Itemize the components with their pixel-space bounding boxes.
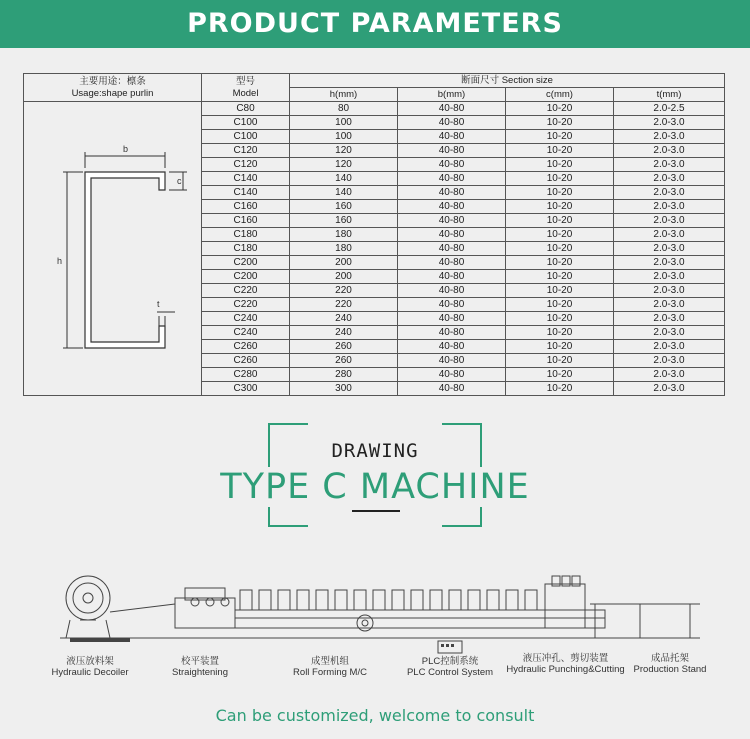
value-cell: 260	[290, 340, 398, 354]
value-cell: 40-80	[398, 242, 506, 256]
value-cell: 10-20	[506, 284, 614, 298]
value-cell: 40-80	[398, 382, 506, 396]
forming-stand	[297, 590, 309, 610]
forming-stand	[392, 590, 404, 610]
station-punching-cutting	[498, 653, 633, 675]
value-cell: 10-20	[506, 116, 614, 130]
value-cell: 2.0-3.0	[614, 116, 725, 130]
model-cell: C140	[202, 186, 290, 200]
value-cell: 2.0-3.0	[614, 382, 725, 396]
value-cell: 140	[290, 172, 398, 186]
value-cell: 10-20	[506, 256, 614, 270]
page-title: PRODUCT PARAMETERS	[187, 8, 563, 39]
station-cn: 液压冲孔、剪切装置	[522, 653, 609, 664]
forming-stand	[278, 590, 290, 610]
section-size-header: 断面尺寸 Section size	[290, 74, 725, 88]
value-cell: 40-80	[398, 172, 506, 186]
value-cell: 100	[290, 130, 398, 144]
value-cell: 10-20	[506, 242, 614, 256]
model-cell: C300	[202, 382, 290, 396]
forming-stand	[449, 590, 461, 610]
station-cn: PLC控制系统	[421, 656, 479, 667]
value-cell: 10-20	[506, 326, 614, 340]
dim-label-c: c	[177, 176, 182, 186]
model-cell: C280	[202, 368, 290, 382]
value-cell: 2.0-3.0	[614, 270, 725, 284]
value-cell: 10-20	[506, 186, 614, 200]
station-roll-forming	[275, 656, 385, 678]
dim-label-h: h	[57, 256, 63, 266]
value-cell: 40-80	[398, 116, 506, 130]
model-en: Model	[232, 87, 259, 99]
column-header: h(mm)	[290, 88, 398, 102]
value-cell: 40-80	[398, 270, 506, 284]
station-en: Production Stand	[633, 664, 707, 675]
forming-stand	[468, 590, 480, 610]
value-cell: 220	[290, 298, 398, 312]
station-cn: 液压放料架	[66, 656, 114, 667]
model-cell: C260	[202, 340, 290, 354]
value-cell: 10-20	[506, 312, 614, 326]
value-cell: 40-80	[398, 340, 506, 354]
value-cell: 180	[290, 228, 398, 242]
value-cell: 10-20	[506, 270, 614, 284]
model-cell: C240	[202, 326, 290, 340]
column-header: b(mm)	[398, 88, 506, 102]
usage-header	[24, 74, 202, 102]
station-straightening	[150, 656, 250, 678]
value-cell: 140	[290, 186, 398, 200]
value-cell: 10-20	[506, 102, 614, 116]
value-cell: 10-20	[506, 382, 614, 396]
model-header	[202, 74, 290, 102]
value-cell: 160	[290, 214, 398, 228]
value-cell: 200	[290, 270, 398, 284]
value-cell: 2.0-3.0	[614, 368, 725, 382]
value-cell: 2.0-3.0	[614, 284, 725, 298]
value-cell: 2.0-3.0	[614, 340, 725, 354]
station-cn: 校平装置	[180, 656, 219, 667]
value-cell: 2.0-3.0	[614, 256, 725, 270]
machine-title-text: TYPE C MACHINE	[216, 467, 534, 507]
title-underline	[352, 510, 400, 512]
value-cell: 260	[290, 354, 398, 368]
model-cell: C200	[202, 256, 290, 270]
usage-en: Usage:shape purlin	[71, 87, 154, 99]
column-header: c(mm)	[506, 88, 614, 102]
station-en: Straightening	[172, 667, 228, 678]
value-cell: 2.0-3.0	[614, 144, 725, 158]
forming-stand	[525, 590, 537, 610]
station-en: Hydraulic Punching&Cutting	[506, 664, 625, 675]
value-cell: 40-80	[398, 214, 506, 228]
column-header: t(mm)	[614, 88, 725, 102]
station-decoiler	[35, 656, 145, 678]
value-cell: 40-80	[398, 284, 506, 298]
forming-stand	[259, 590, 271, 610]
station-cn: 成型机组	[310, 656, 349, 667]
model-cell: C120	[202, 158, 290, 172]
value-cell: 10-20	[506, 158, 614, 172]
value-cell: 40-80	[398, 130, 506, 144]
station-plc	[395, 640, 505, 678]
forming-stand	[487, 590, 499, 610]
model-cell: C180	[202, 228, 290, 242]
forming-stand	[411, 590, 423, 610]
dim-label-t: t	[157, 299, 160, 309]
value-cell: 10-20	[506, 144, 614, 158]
drawing-label: DRAWING	[331, 440, 419, 462]
plc-icon	[437, 640, 463, 654]
value-cell: 2.0-3.0	[614, 200, 725, 214]
value-cell: 2.0-3.0	[614, 214, 725, 228]
value-cell: 10-20	[506, 200, 614, 214]
value-cell: 2.0-3.0	[614, 298, 725, 312]
value-cell: 10-20	[506, 130, 614, 144]
value-cell: 40-80	[398, 354, 506, 368]
value-cell: 10-20	[506, 228, 614, 242]
model-cell: C120	[202, 144, 290, 158]
value-cell: 10-20	[506, 354, 614, 368]
table-row	[24, 102, 725, 116]
station-en: Hydraulic Decoiler	[51, 667, 129, 678]
value-cell: 300	[290, 382, 398, 396]
station-cn: 成品托架	[650, 653, 689, 664]
model-cell: C200	[202, 270, 290, 284]
value-cell: 2.0-3.0	[614, 130, 725, 144]
value-cell: 40-80	[398, 298, 506, 312]
model-cn: 型号	[235, 75, 255, 87]
machine-diagram	[0, 560, 750, 650]
value-cell: 40-80	[398, 144, 506, 158]
value-cell: 160	[290, 200, 398, 214]
model-cell: C240	[202, 312, 290, 326]
machine-title	[0, 467, 750, 507]
header-banner	[0, 0, 750, 48]
model-cell: C100	[202, 130, 290, 144]
value-cell: 40-80	[398, 186, 506, 200]
value-cell: 2.0-2.5	[614, 102, 725, 116]
value-cell: 40-80	[398, 200, 506, 214]
value-cell: 120	[290, 144, 398, 158]
station-en: Roll Forming M/C	[293, 667, 367, 678]
forming-stand	[240, 590, 252, 610]
value-cell: 40-80	[398, 368, 506, 382]
value-cell: 40-80	[398, 102, 506, 116]
value-cell: 10-20	[506, 214, 614, 228]
model-cell: C160	[202, 214, 290, 228]
model-cell: C80	[202, 102, 290, 116]
forming-stand	[316, 590, 328, 610]
value-cell: 200	[290, 256, 398, 270]
value-cell: 240	[290, 312, 398, 326]
value-cell: 40-80	[398, 312, 506, 326]
value-cell: 2.0-3.0	[614, 326, 725, 340]
model-cell: C220	[202, 298, 290, 312]
value-cell: 2.0-3.0	[614, 354, 725, 368]
forming-stand	[430, 590, 442, 610]
value-cell: 10-20	[506, 298, 614, 312]
station-en: PLC Control System	[406, 667, 494, 678]
forming-stand	[354, 590, 366, 610]
usage-cn: 主要用途：檩条	[79, 75, 146, 87]
value-cell: 2.0-3.0	[614, 242, 725, 256]
value-cell: 180	[290, 242, 398, 256]
model-cell: C180	[202, 242, 290, 256]
value-cell: 40-80	[398, 256, 506, 270]
model-cell: C100	[202, 116, 290, 130]
value-cell: 100	[290, 116, 398, 130]
forming-stand	[506, 590, 518, 610]
value-cell: 2.0-3.0	[614, 158, 725, 172]
value-cell: 10-20	[506, 340, 614, 354]
station-production-stand	[628, 653, 712, 675]
footer-text: Can be customized, welcome to consult	[215, 706, 535, 725]
value-cell: 120	[290, 158, 398, 172]
value-cell: 10-20	[506, 368, 614, 382]
model-cell: C160	[202, 200, 290, 214]
forming-stand	[335, 590, 347, 610]
model-cell: C220	[202, 284, 290, 298]
value-cell: 2.0-3.0	[614, 228, 725, 242]
value-cell: 2.0-3.0	[614, 186, 725, 200]
value-cell: 40-80	[398, 228, 506, 242]
value-cell: 220	[290, 284, 398, 298]
model-cell: C140	[202, 172, 290, 186]
value-cell: 80	[290, 102, 398, 116]
value-cell: 40-80	[398, 158, 506, 172]
value-cell: 10-20	[506, 172, 614, 186]
dim-label-b: b	[123, 144, 129, 154]
model-cell: C260	[202, 354, 290, 368]
value-cell: 2.0-3.0	[614, 312, 725, 326]
forming-stand	[373, 590, 385, 610]
value-cell: 240	[290, 326, 398, 340]
value-cell: 2.0-3.0	[614, 172, 725, 186]
value-cell: 40-80	[398, 326, 506, 340]
value-cell: 280	[290, 368, 398, 382]
c-profile-diagram	[45, 140, 195, 360]
